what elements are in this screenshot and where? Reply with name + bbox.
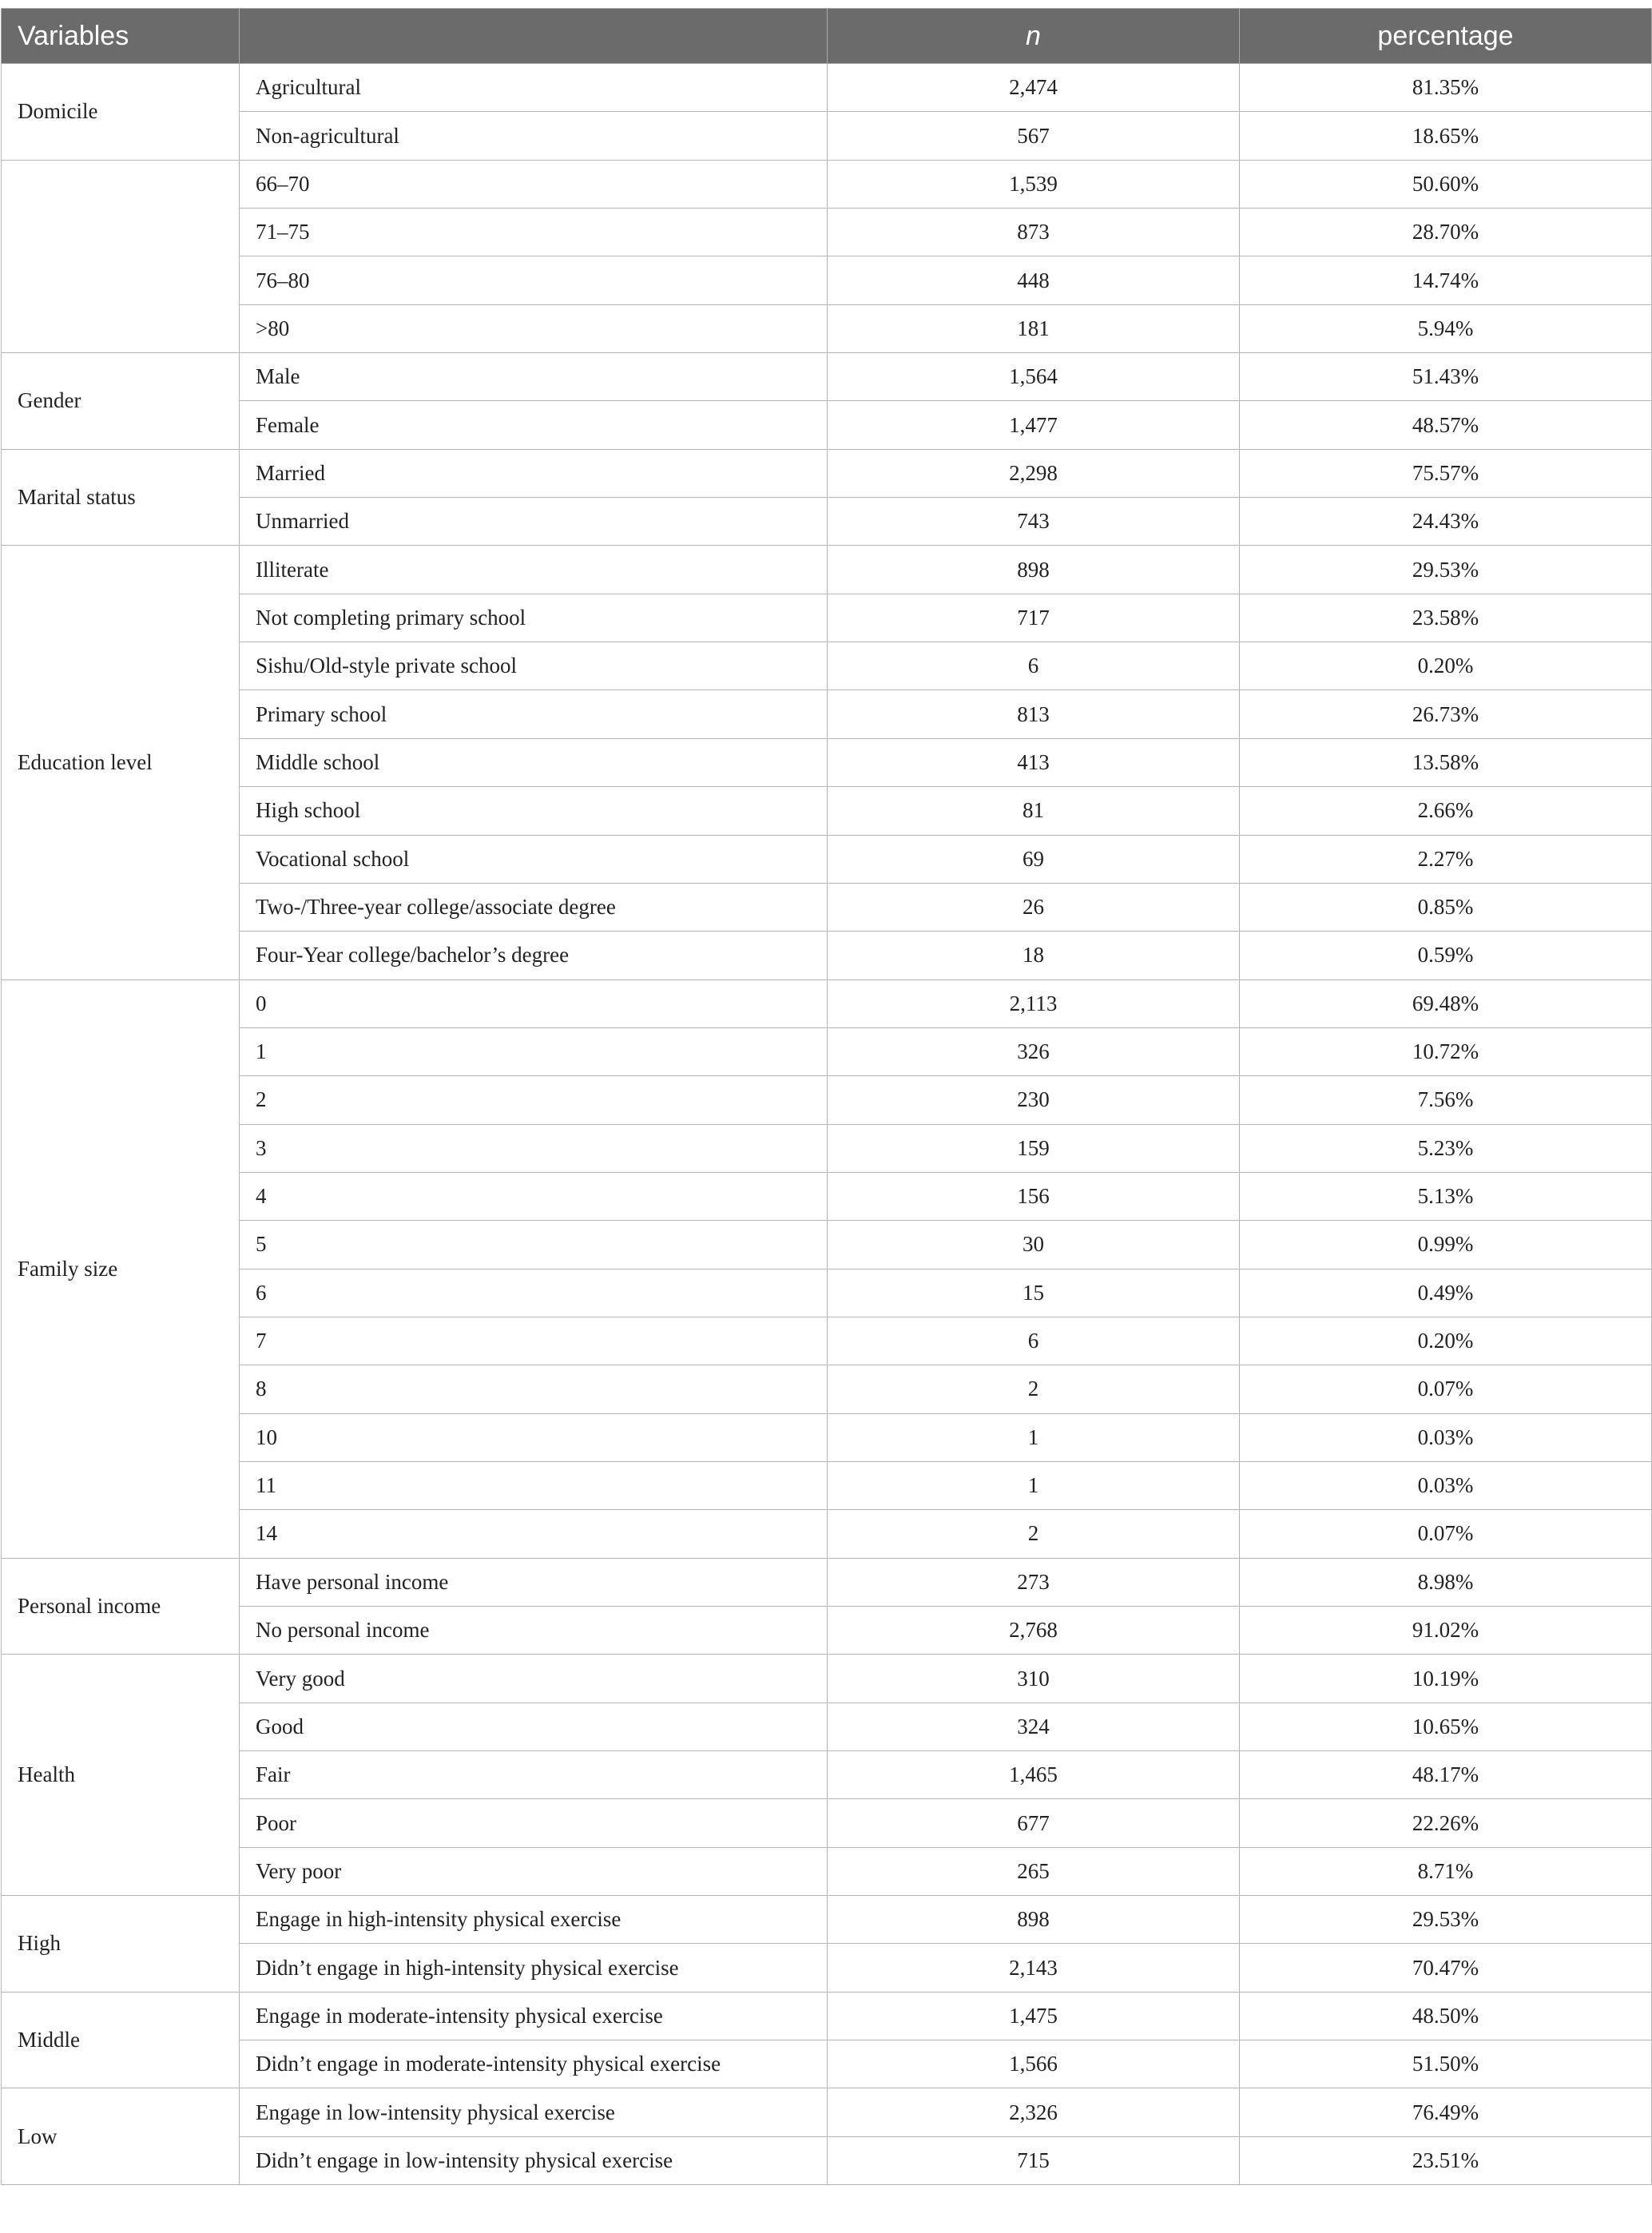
n-cell: 1,475 — [828, 1992, 1240, 2040]
n-cell: 1 — [828, 1461, 1240, 1509]
variable-label: Education level — [2, 546, 240, 979]
category-cell: 4 — [240, 1172, 828, 1220]
table-row — [2, 449, 1652, 497]
percentage-cell: 8.71% — [1240, 1847, 1652, 1895]
table-row — [2, 1944, 1652, 1992]
category-cell: Very good — [240, 1655, 828, 1703]
table-row — [2, 304, 1652, 352]
percentage-cell: 0.03% — [1240, 1461, 1652, 1509]
category-cell: Agricultural — [240, 64, 828, 112]
table-body — [2, 64, 1652, 2185]
percentage-cell: 23.51% — [1240, 2136, 1652, 2184]
n-cell: 1,539 — [828, 160, 1240, 208]
percentage-cell: 0.99% — [1240, 1221, 1652, 1269]
n-cell: 2,143 — [828, 1944, 1240, 1992]
percentage-cell: 5.23% — [1240, 1124, 1652, 1172]
n-cell: 18 — [828, 932, 1240, 979]
n-cell: 1 — [828, 1413, 1240, 1461]
percentage-cell: 5.94% — [1240, 304, 1652, 352]
table-row — [2, 1799, 1652, 1847]
n-cell: 2 — [828, 1365, 1240, 1413]
n-cell: 2,113 — [828, 979, 1240, 1027]
table-row — [2, 883, 1652, 931]
n-cell: 26 — [828, 883, 1240, 931]
percentage-cell: 28.70% — [1240, 209, 1652, 256]
table-row — [2, 1076, 1652, 1124]
table-row — [2, 498, 1652, 546]
statistics-table — [1, 8, 1652, 2185]
category-cell: 5 — [240, 1221, 828, 1269]
percentage-cell: 8.98% — [1240, 1558, 1652, 1606]
n-cell: 6 — [828, 642, 1240, 690]
category-cell: 10 — [240, 1413, 828, 1461]
table-row — [2, 1221, 1652, 1269]
n-cell: 567 — [828, 112, 1240, 160]
category-cell: >80 — [240, 304, 828, 352]
category-cell: 7 — [240, 1317, 828, 1365]
n-cell: 273 — [828, 1558, 1240, 1606]
n-cell: 717 — [828, 594, 1240, 642]
n-cell: 181 — [828, 304, 1240, 352]
percentage-cell: 0.49% — [1240, 1269, 1652, 1317]
table-row — [2, 1703, 1652, 1750]
n-cell: 6 — [828, 1317, 1240, 1365]
category-cell: 71–75 — [240, 209, 828, 256]
table-row — [2, 2040, 1652, 2088]
category-cell: Middle school — [240, 738, 828, 786]
category-cell: Good — [240, 1703, 828, 1750]
category-cell: 8 — [240, 1365, 828, 1413]
percentage-cell: 7.56% — [1240, 1076, 1652, 1124]
n-cell: 310 — [828, 1655, 1240, 1703]
category-cell: Primary school — [240, 690, 828, 738]
percentage-cell: 10.19% — [1240, 1655, 1652, 1703]
category-cell: 2 — [240, 1076, 828, 1124]
category-cell: Non-agricultural — [240, 112, 828, 160]
n-cell: 324 — [828, 1703, 1240, 1750]
percentage-cell: 22.26% — [1240, 1799, 1652, 1847]
table-row — [2, 1751, 1652, 1799]
n-cell: 2,768 — [828, 1607, 1240, 1655]
n-cell: 30 — [828, 1221, 1240, 1269]
category-cell: 1 — [240, 1027, 828, 1075]
category-cell: 14 — [240, 1510, 828, 1558]
table-row — [2, 1896, 1652, 1944]
table-row — [2, 1461, 1652, 1509]
category-cell: Illiterate — [240, 546, 828, 594]
percentage-cell: 2.27% — [1240, 835, 1652, 883]
category-cell: Didn’t engage in high-intensity physical exercise — [240, 1944, 828, 1992]
table-row — [2, 1992, 1652, 2040]
n-cell: 230 — [828, 1076, 1240, 1124]
table-row — [2, 1847, 1652, 1895]
table-row — [2, 353, 1652, 401]
n-cell: 677 — [828, 1799, 1240, 1847]
percentage-cell: 51.50% — [1240, 2040, 1652, 2088]
n-cell: 1,566 — [828, 2040, 1240, 2088]
category-cell: 0 — [240, 979, 828, 1027]
table-row — [2, 209, 1652, 256]
percentage-cell: 13.58% — [1240, 738, 1652, 786]
variable-label: Domicile — [2, 64, 240, 161]
percentage-cell: 14.74% — [1240, 256, 1652, 304]
n-cell: 69 — [828, 835, 1240, 883]
variable-label: Gender — [2, 353, 240, 450]
percentage-cell: 0.03% — [1240, 1413, 1652, 1461]
n-cell: 159 — [828, 1124, 1240, 1172]
percentage-cell: 0.85% — [1240, 883, 1652, 931]
category-cell: 76–80 — [240, 256, 828, 304]
table-row — [2, 738, 1652, 786]
table-row — [2, 1027, 1652, 1075]
percentage-cell: 5.13% — [1240, 1172, 1652, 1220]
table-row — [2, 594, 1652, 642]
table-row — [2, 2088, 1652, 2136]
n-cell: 898 — [828, 1896, 1240, 1944]
n-cell: 15 — [828, 1269, 1240, 1317]
category-cell: Engage in moderate-intensity physical exercise — [240, 1992, 828, 2040]
n-cell: 2,474 — [828, 64, 1240, 112]
variable-label: Health — [2, 1655, 240, 1896]
table-row — [2, 160, 1652, 208]
table-row — [2, 932, 1652, 979]
table-row — [2, 546, 1652, 594]
category-cell: 6 — [240, 1269, 828, 1317]
category-cell: Very poor — [240, 1847, 828, 1895]
percentage-cell: 0.20% — [1240, 642, 1652, 690]
category-cell: Married — [240, 449, 828, 497]
variable-label — [2, 160, 240, 352]
percentage-cell: 24.43% — [1240, 498, 1652, 546]
percentage-cell: 29.53% — [1240, 546, 1652, 594]
category-cell: Didn’t engage in moderate-intensity physical exercise — [240, 2040, 828, 2088]
percentage-cell: 50.60% — [1240, 160, 1652, 208]
category-cell: Unmarried — [240, 498, 828, 546]
percentage-cell: 0.59% — [1240, 932, 1652, 979]
header-row — [2, 9, 1652, 64]
percentage-cell: 0.07% — [1240, 1510, 1652, 1558]
percentage-cell: 91.02% — [1240, 1607, 1652, 1655]
category-cell: Sishu/Old-style private school — [240, 642, 828, 690]
percentage-cell: 70.47% — [1240, 1944, 1652, 1992]
category-cell: Poor — [240, 1799, 828, 1847]
header-n: n — [828, 9, 1240, 64]
variable-label: Family size — [2, 979, 240, 1558]
category-cell: High school — [240, 787, 828, 835]
category-cell: 11 — [240, 1461, 828, 1509]
table-row — [2, 1558, 1652, 1606]
header-category — [240, 9, 828, 64]
category-cell: Engage in high-intensity physical exercise — [240, 1896, 828, 1944]
percentage-cell: 48.17% — [1240, 1751, 1652, 1799]
category-cell: No personal income — [240, 1607, 828, 1655]
table-row — [2, 1510, 1652, 1558]
n-cell: 873 — [828, 209, 1240, 256]
n-cell: 156 — [828, 1172, 1240, 1220]
n-cell: 1,477 — [828, 401, 1240, 449]
table-row — [2, 835, 1652, 883]
percentage-cell: 51.43% — [1240, 353, 1652, 401]
n-cell: 2 — [828, 1510, 1240, 1558]
table-row — [2, 256, 1652, 304]
table-row — [2, 1655, 1652, 1703]
header-percentage: percentage — [1240, 9, 1652, 64]
n-cell: 413 — [828, 738, 1240, 786]
table-row — [2, 401, 1652, 449]
table-row — [2, 690, 1652, 738]
percentage-cell: 48.57% — [1240, 401, 1652, 449]
table-row — [2, 1124, 1652, 1172]
n-cell: 2,326 — [828, 2088, 1240, 2136]
percentage-cell: 81.35% — [1240, 64, 1652, 112]
table-row — [2, 112, 1652, 160]
n-cell: 715 — [828, 2136, 1240, 2184]
category-cell: Didn’t engage in low-intensity physical exercise — [240, 2136, 828, 2184]
table-row — [2, 979, 1652, 1027]
n-cell: 326 — [828, 1027, 1240, 1075]
n-cell: 743 — [828, 498, 1240, 546]
table-row — [2, 787, 1652, 835]
category-cell: Four-Year college/bachelor’s degree — [240, 932, 828, 979]
variable-label: High — [2, 1896, 240, 1993]
category-cell: Have personal income — [240, 1558, 828, 1606]
variable-label: Personal income — [2, 1558, 240, 1655]
percentage-cell: 0.07% — [1240, 1365, 1652, 1413]
table-row — [2, 642, 1652, 690]
table-row — [2, 1269, 1652, 1317]
table-row — [2, 1317, 1652, 1365]
n-cell: 1,465 — [828, 1751, 1240, 1799]
n-cell: 2,298 — [828, 449, 1240, 497]
variable-label: Middle — [2, 1992, 240, 2088]
category-cell: Vocational school — [240, 835, 828, 883]
n-cell: 1,564 — [828, 353, 1240, 401]
category-cell: Fair — [240, 1751, 828, 1799]
n-cell: 265 — [828, 1847, 1240, 1895]
percentage-cell: 75.57% — [1240, 449, 1652, 497]
table-row — [2, 1172, 1652, 1220]
percentage-cell: 23.58% — [1240, 594, 1652, 642]
category-cell: Two-/Three-year college/associate degree — [240, 883, 828, 931]
percentage-cell: 76.49% — [1240, 2088, 1652, 2136]
percentage-cell: 69.48% — [1240, 979, 1652, 1027]
percentage-cell: 0.20% — [1240, 1317, 1652, 1365]
header-variables: Variables — [2, 9, 240, 64]
percentage-cell: 29.53% — [1240, 1896, 1652, 1944]
category-cell: Engage in low-intensity physical exercise — [240, 2088, 828, 2136]
percentage-cell: 10.65% — [1240, 1703, 1652, 1750]
n-cell: 448 — [828, 256, 1240, 304]
table-row — [2, 64, 1652, 112]
n-cell: 813 — [828, 690, 1240, 738]
category-cell: Not completing primary school — [240, 594, 828, 642]
table-row — [2, 1607, 1652, 1655]
category-cell: Male — [240, 353, 828, 401]
table-row — [2, 2136, 1652, 2184]
variable-label: Low — [2, 2088, 240, 2185]
percentage-cell: 48.50% — [1240, 1992, 1652, 2040]
category-cell: 3 — [240, 1124, 828, 1172]
category-cell: Female — [240, 401, 828, 449]
percentage-cell: 26.73% — [1240, 690, 1652, 738]
percentage-cell: 18.65% — [1240, 112, 1652, 160]
n-cell: 81 — [828, 787, 1240, 835]
variable-label: Marital status — [2, 449, 240, 546]
table-row — [2, 1413, 1652, 1461]
table-row — [2, 1365, 1652, 1413]
n-cell: 898 — [828, 546, 1240, 594]
percentage-cell: 2.66% — [1240, 787, 1652, 835]
percentage-cell: 10.72% — [1240, 1027, 1652, 1075]
category-cell: 66–70 — [240, 160, 828, 208]
